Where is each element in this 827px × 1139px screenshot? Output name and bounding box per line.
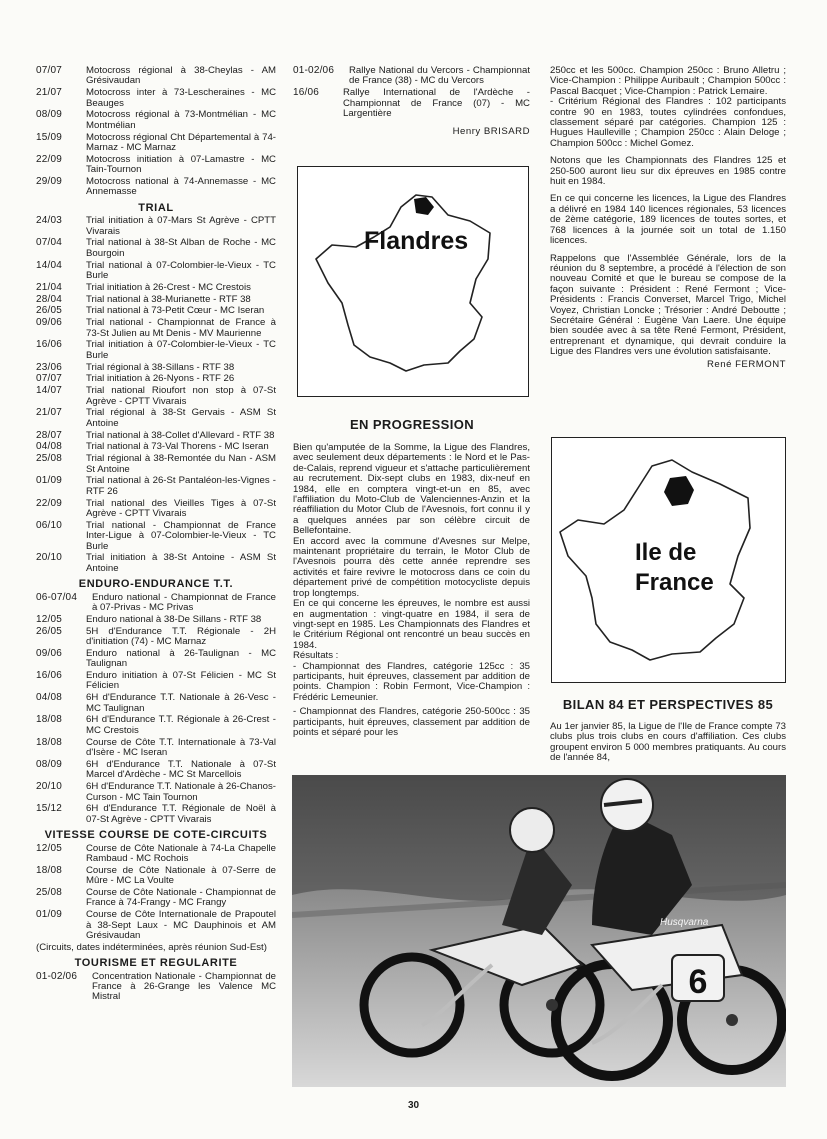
- event-date: 22/09: [36, 497, 63, 509]
- event-description: Trial national Rioufort non stop à 07-St Agrève - CPTT Vivarais: [86, 385, 276, 407]
- paragraph: Rappelons que l'Assemblée Générale, lors de la réunion du 8 septembre, a procédé à l'élection de son nouveau Comité et que le bureau se compose de la façon suivante : Président : René Fermont ; Vice-Présidents : Francis Converset, Marcel Trigo, Michel Voyez, Christian Loncke ; Trésorier : André Deboutte ; Secrétaire Général : Eugène Van Laere. Une équipe bien soudée avec à sa tête René Fermont, Président, entreprenant et dynamique, qui devrait conduire la Ligue des Flandres vers une évolution satisfaisante.: [550, 252, 786, 358]
- event-date: 28/07: [36, 429, 63, 441]
- event-date: 26/05: [36, 625, 63, 637]
- trial-list: [36, 216, 276, 574]
- event-date: 12/05: [36, 842, 63, 854]
- france-map-icon: [298, 167, 528, 396]
- event-date: 16/06: [36, 339, 63, 351]
- paragraph: Résultats :: [293, 650, 339, 662]
- event-description: Enduro national à 38-De Sillans - RTF 38: [86, 613, 262, 625]
- tourisme-list: [36, 972, 276, 1003]
- rallye-event-row: [293, 88, 530, 119]
- vitesse-list: [36, 844, 276, 942]
- motocross-photo: [292, 775, 786, 1087]
- trial-event-row: [36, 238, 276, 259]
- event-date: 25/08: [36, 453, 63, 465]
- paragraph: En accord avec la commune d'Avesnes sur Melpe, maintenant propriétaire du terrain, le Motor Club de l'Avesnois pourra dès cette année reprendre ses activités et faire revivre le motocross dans ce coin du département privé de compétition motocycliste depuis trop longtemps.: [293, 535, 530, 599]
- page-number: 30: [407, 1100, 420, 1111]
- event-date: 01/09: [36, 475, 63, 487]
- rallye-event-row: [293, 66, 530, 87]
- event-description: Enduro national à 26-Taulignan - MC Taulignan: [86, 647, 276, 670]
- motocross-event-row: [36, 177, 276, 198]
- brand-text: Husqvarna: [660, 917, 709, 928]
- trial-event-row: [36, 261, 276, 282]
- bilan-text: [550, 722, 786, 764]
- event-date: 14/07: [36, 385, 63, 397]
- trial-event-row: [36, 216, 276, 237]
- event-description: 5H d'Endurance T.T. Régionale - 2H d'initiation (74) - MC Marnaz: [86, 625, 276, 648]
- event-description: Enduro national - Championnat de France à 07-Privas - MC Privas: [92, 591, 276, 614]
- event-date: 20/10: [36, 781, 63, 793]
- event-description: 6H d'Endurance T.T. Régionale à 26-Crest - MC Crestois: [86, 714, 276, 736]
- enduro-event-row: [36, 649, 276, 670]
- paragraph: Notons que les Championnats des Flandres 125 et 250-500 auront lieu sur dix épreuves en 1985 contre huit en 1984.: [550, 155, 786, 188]
- paragraph: En ce qui concerne les licences, la Ligue des Flandres a délivré en 1984 140 licences régionales, 53 licences de 2ème catégorie, 189 licences de toutes sortes, et 768 licences à la journée soit un total de 1.150 licences.: [550, 193, 786, 247]
- event-date: 18/08: [36, 736, 63, 748]
- event-date: 04/08: [36, 441, 63, 453]
- vitesse-note: (Circuits, dates indéterminées, après réunion Sud-Est): [36, 941, 267, 953]
- trial-event-row: [36, 340, 276, 361]
- enduro-event-row: [36, 715, 276, 736]
- enduro-event-row: [36, 738, 276, 759]
- event-date: 07/04: [36, 237, 63, 249]
- enduro-event-row: [36, 615, 276, 625]
- event-description: Trial national à 07-Colombier-le-Vieux - TC Burle: [86, 259, 276, 282]
- event-description: 6H d'Endurance T.T. Nationale à 07-St Marcel d'Ardèche - MC St Marcellois: [86, 758, 276, 781]
- ile-de-france-label: [635, 538, 714, 598]
- event-date: 06/10: [36, 519, 63, 531]
- motocross-event-row: [36, 155, 276, 176]
- event-date: 21/07: [36, 407, 63, 419]
- ile-de-france-map-box: [551, 437, 786, 683]
- event-description: Rallye National du Vercors - Championnat de France (38) - MC du Vercors: [349, 65, 530, 87]
- event-description: Motocross national à 74-Annemasse - MC Annemasse: [86, 176, 276, 198]
- map-label-line: Ile de: [635, 539, 697, 566]
- column-left: [36, 66, 276, 1004]
- event-description: Trial régional à 38-Remontée du Nan - ASM St Antoine: [86, 453, 276, 475]
- event-date: 16/06: [36, 670, 63, 682]
- trial-event-row: [36, 386, 276, 407]
- event-date: 20/10: [36, 552, 63, 564]
- tourisme-event-row: [36, 972, 276, 1003]
- event-description: Enduro initiation à 07-St Félicien - MC St Félicien: [86, 670, 276, 692]
- vitesse-event-row: [36, 844, 276, 865]
- trial-event-row: [36, 295, 276, 305]
- enduro-event-row: [36, 693, 276, 714]
- event-date: 23/06: [36, 361, 63, 373]
- vitesse-event-row: [36, 910, 276, 941]
- paragraph: - Championnat des Flandres, catégorie 125cc : 35 participants, huit épreuves, classement par addition de points. Champion : Robin Fermont, Vice-Champion : Frédéric Lemeunier.: [293, 660, 530, 703]
- event-description: Trial initiation à 26-Crest - MC Crestois: [86, 281, 251, 293]
- signature-fermont: René FERMONT: [706, 358, 786, 370]
- trial-event-row: [36, 318, 276, 339]
- paragraph: Au 1er janvier 85, la Ligue de l'Ile de France compte 73 clubs plus trois clubs en cours d'affiliation. Ces clubs groupent environ 5 000 membres pratiquants. Au cours de l'année 84,: [550, 721, 786, 764]
- event-description: Rallye International de l'Ardèche - Championnat de France (07) - MC Largentière: [343, 87, 530, 120]
- event-description: Trial national à 38-Murianette - RTF 38: [86, 293, 251, 305]
- en-progression-heading: EN PROGRESSION: [349, 417, 475, 432]
- event-description: 6H d'Endurance T.T. Nationale à 26-Vesc - MC Taulignan: [86, 692, 276, 714]
- event-date: 21/07: [36, 87, 63, 99]
- event-description: Trial régional à 38-St Gervais - ASM St Antoine: [86, 407, 276, 429]
- rallye-list: [293, 66, 530, 119]
- event-date: 29/09: [36, 176, 63, 188]
- motocross-event-row: [36, 66, 276, 87]
- event-date: 22/09: [36, 153, 63, 165]
- event-description: Course de Côte Internationale de Prapoutel à 38-Sept Laux - MC Dauphinois et AM Grésivaudan: [86, 909, 276, 941]
- event-description: Course de Côte Nationale - Championnat de France à 74-Frangy - MC Frangy: [86, 886, 276, 909]
- event-date: 08/09: [36, 109, 63, 121]
- event-date: 15/09: [36, 131, 63, 143]
- enduro-event-row: [36, 627, 276, 648]
- trial-event-row: [36, 283, 276, 293]
- motocross-event-row: [36, 88, 276, 109]
- event-date: 01-02/06: [36, 970, 78, 982]
- event-date: 09/06: [36, 317, 63, 329]
- motocross-event-row: [36, 110, 276, 131]
- paragraph: En ce qui concerne les épreuves, le nombre est aussi en augmentation : vingt-quatre en 1984, il sera de vingt-sept en 1985. Les Championnats des Flandres et le Critérium Régional ont rencontré un beau succès en 1984.: [293, 598, 530, 651]
- enduro-heading: ENDURO-ENDURANCE T.T.: [78, 578, 234, 591]
- event-description: Motocross régional à 73-Montmélian - MC Montmélian: [86, 109, 276, 131]
- event-date: 09/06: [36, 647, 63, 659]
- event-description: Trial initiation à 07-Colombier-le-Vieux - TC Burle: [86, 339, 276, 361]
- event-description: 6H d'Endurance T.T. Régionale de Noël à 07-St Agrève - CPTT Vivarais: [86, 803, 276, 825]
- trial-event-row: [36, 476, 276, 497]
- event-date: 24/03: [36, 215, 63, 227]
- event-description: Concentration Nationale - Championnat de France à 26-Grange les Valence MC Mistral: [92, 970, 276, 1003]
- enduro-event-row: [36, 804, 276, 825]
- event-date: 18/08: [36, 864, 63, 876]
- trial-event-row: [36, 521, 276, 552]
- event-description: Course de Côte Nationale à 74-La Chapelle Rambaud - MC Rochois: [86, 842, 276, 864]
- event-date: 07/07: [36, 373, 63, 385]
- event-date: 12/05: [36, 613, 63, 625]
- flandres-map-box: [297, 166, 529, 397]
- event-date: 01/09: [36, 909, 63, 921]
- tourisme-heading: TOURISME ET REGULARITE: [74, 957, 238, 970]
- event-description: Trial national à 73-Val Thorens - MC Iseran: [86, 441, 269, 453]
- event-date: 25/08: [36, 886, 63, 898]
- signature-brisard: Henry BRISARD: [452, 126, 530, 138]
- paragraph: 250cc et les 500cc. Champion 250cc : Bruno Alletru ; Vice-Champion : Philippe Auribault ; Champion 500cc : Pascal Bacquet ; Vice-Champion : Patrick Lemaire.: [550, 65, 786, 97]
- motocross-event-row: [36, 133, 276, 154]
- event-date: 04/08: [36, 692, 63, 704]
- trial-event-row: [36, 431, 276, 441]
- trial-event-row: [36, 454, 276, 475]
- event-description: Trial national - Championnat de France à 73-St Julien au Mt Denis - MV Maurienne: [86, 317, 276, 339]
- bilan-heading: BILAN 84 ET PERSPECTIVES 85: [562, 697, 774, 712]
- vitesse-heading: VITESSE COURSE DE COTE-CIRCUITS: [44, 829, 268, 842]
- enduro-event-row: [36, 782, 276, 803]
- event-description: Course de Côte Nationale à 07-Serre de Mûre - MC La Voulte: [86, 864, 276, 887]
- motocross-riders-image: [292, 775, 786, 1087]
- event-date: 06-07/04: [36, 591, 78, 603]
- enduro-event-row: [36, 671, 276, 692]
- event-date: 15/12: [36, 803, 63, 815]
- trial-event-row: [36, 374, 276, 384]
- event-description: Trial initiation à 38-St Antoine - ASM St Antoine: [86, 552, 276, 574]
- motocross-list: [36, 66, 276, 198]
- enduro-event-row: [36, 593, 276, 614]
- event-date: 26/05: [36, 305, 63, 317]
- en-progression-text: [293, 443, 530, 738]
- paragraph: - Critérium Régional des Flandres : 102 participants contre 90 en 1983, toutes cylindrées confondues, classement séparé par catégories. Champion 125 : Hugues Haulleville ; Champion 250cc : Alain Deloge ; Champion 500cc : Michel Gomez.: [550, 96, 786, 149]
- event-description: Trial régional à 38-Sillans - RTF 38: [86, 361, 235, 373]
- paragraph: Bien qu'amputée de la Somme, la Ligue des Flandres, avec seulement deux départements : le Nord et le Pas-de-Calais, reprend vigueur et s'attache particulièrement au recrutement. Dix-sept clubs en 1983, dix-neuf en 1984, elle en comptera vingt-et-un en 85, avec l'affiliation du Moto-Club de Valenciennes-Anzin et la réaffiliation du Motor Club de l'Avesnois, fort connu il y a quelques années par son célèbre circuit de Bellefontaine.: [293, 442, 530, 537]
- vitesse-event-row: [36, 888, 276, 909]
- bike-number: 6: [688, 963, 708, 1001]
- trial-event-row: [36, 408, 276, 429]
- trial-event-row: [36, 306, 276, 316]
- event-description: 6H d'Endurance T.T. Nationale à 26-Chanos-Curson - MC Tain Tournon: [86, 781, 276, 803]
- event-description: Motocross initiation à 07-Lamastre - MC Tain-Tournon: [86, 153, 276, 176]
- column-middle: [293, 66, 530, 138]
- event-date: 14/04: [36, 259, 63, 271]
- trial-event-row: [36, 442, 276, 452]
- trial-event-row: [36, 499, 276, 520]
- event-description: Trial national des Vieilles Tiges à 07-St Agrève - CPTT Vivarais: [86, 497, 276, 520]
- map-label-line: France: [635, 569, 714, 596]
- event-date: 18/08: [36, 714, 63, 726]
- event-description: Trial national à 38-Collet d'Allevard - RTF 38: [86, 429, 275, 441]
- trial-event-row: [36, 363, 276, 373]
- flandres-label: Flandres: [364, 227, 469, 255]
- trial-event-row: [36, 553, 276, 574]
- event-date: 01-02/06: [293, 65, 335, 76]
- event-date: 08/09: [36, 758, 63, 770]
- event-date: 16/06: [293, 87, 320, 99]
- enduro-list: [36, 593, 276, 825]
- event-description: Trial national à 38-St Alban de Roche - MC Bourgoin: [86, 237, 276, 259]
- vitesse-event-row: [36, 866, 276, 887]
- event-date: 28/04: [36, 293, 63, 305]
- enduro-event-row: [36, 760, 276, 781]
- trial-heading: TRIAL: [138, 201, 174, 214]
- event-description: Motocross régional Cht Départemental à 74-Marnaz - MC Marnaz: [86, 131, 276, 154]
- column-right: [550, 66, 786, 370]
- paragraph: - Championnat des Flandres, catégorie 250-500cc : 35 participants, huit épreuves, classement par addition de points et séparé pour les: [293, 706, 530, 738]
- event-description: Trial national - Championnat de France Inter-Ligue à 07-Colombier-le-Vieux - TC Burle: [86, 519, 276, 552]
- event-description: Trial national à 73-Petit Cœur - MC Iseran: [86, 305, 265, 317]
- event-description: Motocross régional à 38-Cheylas - AM Grésivaudan: [86, 65, 276, 87]
- event-description: Trial national à 26-St Pantaléon-les-Vignes - RTF 26: [86, 475, 276, 497]
- event-description: Trial initiation à 07-Mars St Agrève - CPTT Vivarais: [86, 215, 276, 237]
- event-description: Course de Côte T.T. Internationale à 73-Val d'Isère - MC Iseran: [86, 736, 276, 759]
- event-description: Motocross inter à 73-Lescheraines - MC Beauges: [86, 87, 276, 109]
- event-date: 07/07: [36, 65, 63, 76]
- event-date: 21/04: [36, 281, 63, 293]
- event-description: Trial initiation à 26-Nyons - RTF 26: [86, 373, 235, 385]
